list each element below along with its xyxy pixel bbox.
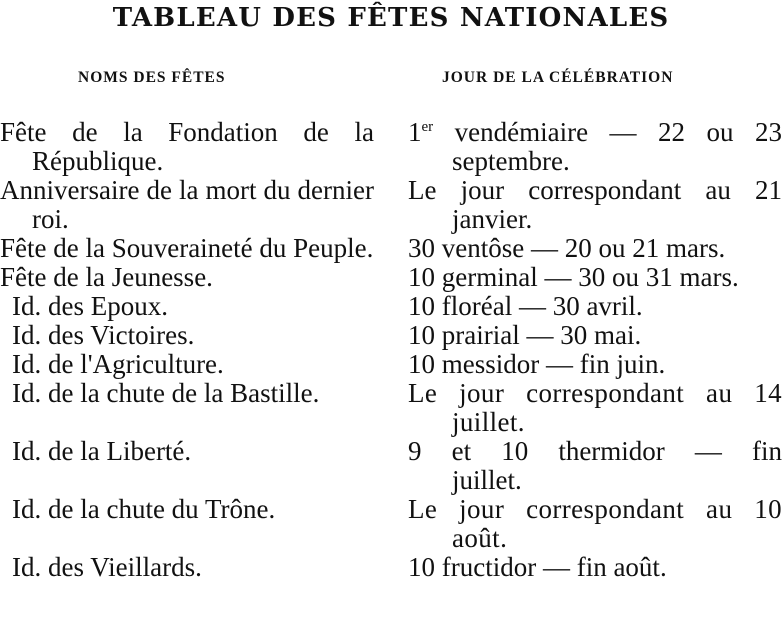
table-row — [0, 118, 782, 176]
table-row — [0, 350, 782, 379]
table-row — [0, 263, 782, 292]
festival-name: Id. de l'Agriculture. — [12, 349, 224, 379]
festival-name: Id. de la chute du Trône. — [12, 494, 276, 524]
celebration-day: 9 et 10 thermidor — fin juillet. — [408, 436, 782, 495]
table-row — [0, 292, 782, 321]
table-row — [0, 176, 782, 234]
celebration-day-number: 1 — [408, 117, 422, 147]
celebration-day: Le jour correspondant au 21 janvier. — [408, 175, 782, 234]
page-title: TABLEAU DES FÊTES NATIONALES — [112, 3, 670, 33]
column-header-days: JOUR DE LA CÉLÉBRATION — [442, 69, 674, 86]
festival-name: Fête de la Jeunesse. — [0, 262, 213, 292]
celebration-day-text: vendémiaire — 22 ou 23 septembre. — [433, 117, 782, 176]
celebration-day: 10 germinal — 30 ou 31 mars. — [408, 262, 739, 292]
table-row — [0, 379, 782, 437]
table-row — [0, 234, 782, 263]
festival-name: Anniversaire de la mort du dernier roi. — [0, 175, 374, 234]
table-row — [0, 495, 782, 553]
table-row — [0, 437, 782, 495]
table-row — [0, 321, 782, 350]
festival-name: Id. des Victoires. — [12, 320, 195, 350]
celebration-day: Le jour correspondant au 10 août. — [408, 494, 782, 553]
ordinal-superscript: er — [421, 119, 434, 135]
festivals-table — [0, 118, 782, 582]
column-header-names: NOMS DES FÊTES — [78, 69, 226, 86]
celebration-day: 10 fructidor — fin août. — [408, 552, 667, 582]
festival-name: Id. des Vieillards. — [12, 552, 202, 582]
celebration-day — [408, 118, 782, 176]
celebration-day: 10 floréal — 30 avril. — [408, 291, 643, 321]
festival-name: Id. de la chute de la Bastille. — [12, 378, 320, 408]
festival-name: Fête de la Souveraineté du Peuple. — [0, 233, 374, 263]
celebration-day: 10 prairial — 30 mai. — [408, 320, 642, 350]
table-row — [0, 553, 782, 582]
celebration-day: 30 ventôse — 20 ou 21 mars. — [408, 233, 726, 263]
festival-name: Fête de la Fondation de la République. — [0, 117, 374, 176]
celebration-day: 10 messidor — fin juin. — [408, 349, 666, 379]
festival-name: Id. des Epoux. — [12, 291, 168, 321]
festival-name: Id. de la Liberté. — [12, 436, 192, 466]
celebration-day: Le jour correspondant au 14 juillet. — [408, 378, 782, 437]
